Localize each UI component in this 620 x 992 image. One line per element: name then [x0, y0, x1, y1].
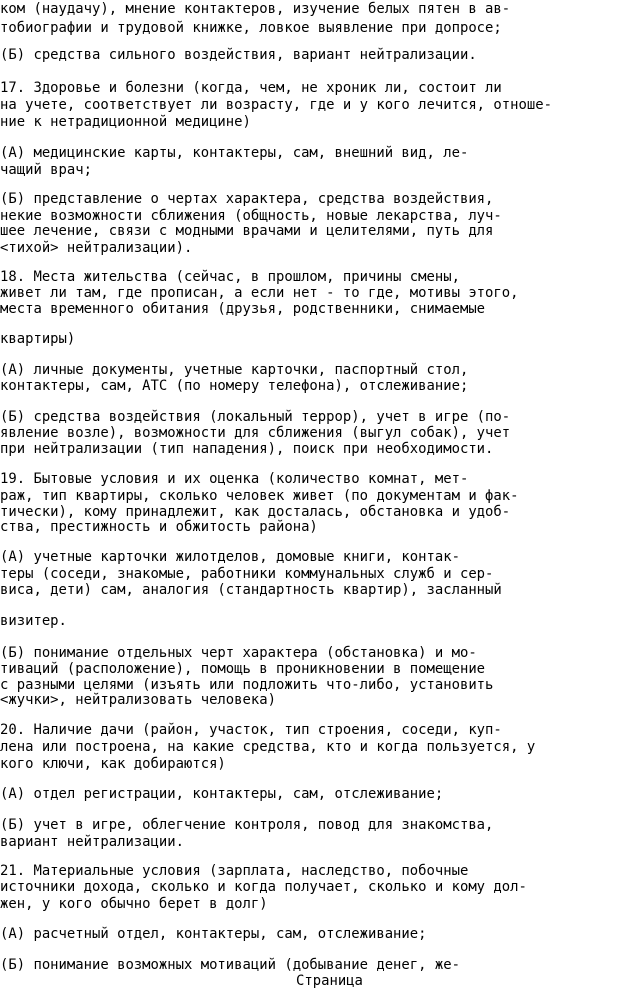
text-line: теры (соседи, знакомые, работники коммунальных служб и сер-: [0, 566, 494, 582]
text-line: (А) учетные карточки жилотделов, домовые книги, контак-: [0, 549, 460, 565]
text-line: квартиры): [0, 331, 76, 347]
text-line: (Б) представление о чертах характера, средства воздействия,: [0, 191, 494, 207]
text-line: 21. Материальные условия (зарплата, наследство, побочные: [0, 863, 469, 879]
text-line: раж, тип квартиры, сколько человек живет (по документам и фак-: [0, 488, 519, 504]
text-line: 17. Здоровье и болезни (когда, чем, не хроник ли, состоит ли: [0, 80, 502, 96]
text-line: 20. Наличие дачи (район, участок, тип строения, соседи, куп-: [0, 722, 502, 738]
text-line: при нейтрализации (тип нападения), поиск при необходимости.: [0, 441, 494, 457]
text-line: виса, дети) сам, аналогия (стандартность квартир), засланный: [0, 582, 502, 598]
text-line: тиваций (расположение), помощь в проникновении в помещение: [0, 661, 486, 677]
text-line: места временного обитания (друзья, родственники, снимаемые: [0, 301, 486, 317]
text-line: (А) личные документы, учетные карточки, паспортный стол,: [0, 362, 469, 378]
text-line: 18. Места жительства (сейчас, в прошлом, причины смены,: [0, 269, 460, 285]
text-line: (Б) понимание отдельных черт характера (обстановка) и мо-: [0, 645, 477, 661]
text-line: тобиографии и трудовой книжке, ловкое выявление при допросе;: [0, 20, 502, 36]
text-line: некие возможности сближения (общность, новые лекарства, луч-: [0, 208, 502, 224]
text-line: жен, у кого обычно берет в долг): [0, 896, 268, 912]
text-line: (А) медицинские карты, контактеры, сам, внешний вид, ле-: [0, 145, 469, 161]
text-line: (А) отдел регистрации, контактеры, сам, отслеживание;: [0, 786, 444, 802]
text-line: (Б) понимание возможных мотиваций (добывание денег, же-: [0, 957, 460, 973]
text-line: шее лечение, связи с модными врачами и целителями, путь для: [0, 223, 494, 239]
text-line: 19. Бытовые условия и их оценка (количество комнат, мет-: [0, 471, 469, 487]
text-line: (Б) средства воздействия (локальный террор), учет в игре (по-: [0, 409, 511, 425]
text-line: вариант нейтрализации.: [0, 834, 184, 850]
text-line: визитер.: [0, 613, 67, 629]
text-line: явление возле), возможности для сближения (выгул собак), учет: [0, 425, 511, 441]
text-line: источники дохода, сколько и когда получает, сколько и кому дол-: [0, 879, 527, 895]
text-line: <жучки>, нейтрализовать человека): [0, 692, 276, 708]
text-line: (Б) учет в игре, облегчение контроля, повод для знакомства,: [0, 817, 494, 833]
text-line: тически), кому принадлежит, как досталась, обстановка и удоб-: [0, 504, 511, 520]
text-line: кого ключи, как добираются): [0, 756, 226, 772]
text-line: живет ли там, где прописан, а если нет - то где, мотивы этого,: [0, 285, 519, 301]
text-line: (А) расчетный отдел, контактеры, сам, отслеживание;: [0, 926, 427, 942]
text-line: <тихой> нейтрализации).: [0, 240, 193, 256]
text-line: с разными целями (изъять или подложить что-либо, установить: [0, 677, 494, 693]
text-line: ком (наудачу), мнение контактеров, изучение белых пятен в ав-: [0, 1, 511, 17]
text-line: лена или построена, на какие средства, кто и когда пользуется, у: [0, 739, 536, 755]
text-line: на учете, соответствует ли возрасту, где и у кого лечится, отноше-: [0, 97, 552, 113]
text-line: чащий врач;: [0, 162, 92, 178]
text-line: контактеры, сам, АТС (по номеру телефона), отслеживание;: [0, 378, 469, 394]
text-line: ства, престижность и обжитость района): [0, 519, 318, 535]
text-line: ние к нетрадиционной медицине): [0, 114, 251, 130]
text-line: (Б) средства сильного воздействия, вариант нейтрализации.: [0, 47, 477, 63]
page-footer: Страница: [296, 973, 363, 989]
